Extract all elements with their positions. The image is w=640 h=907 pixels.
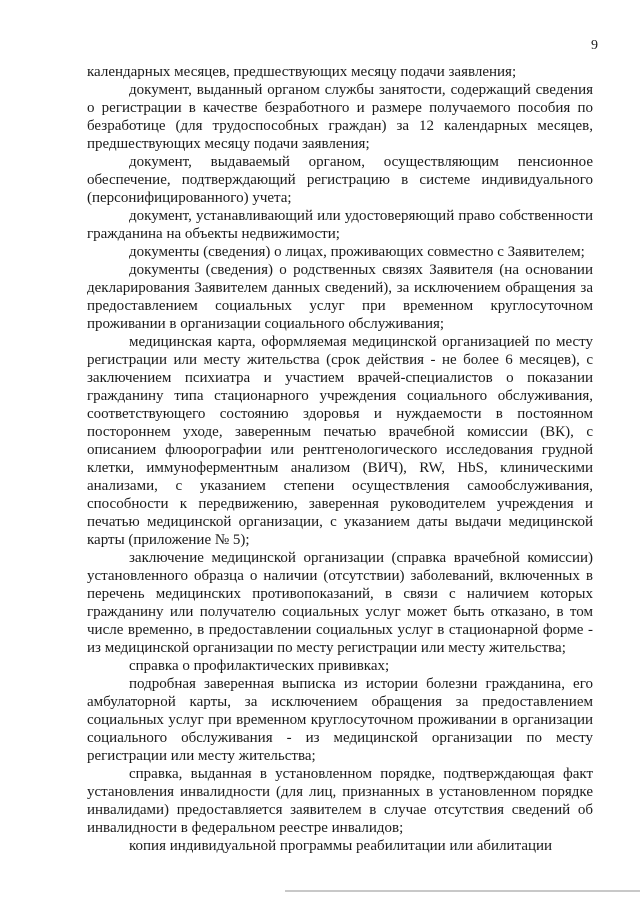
paragraph: справка, выданная в установленном порядке, подтверждающая факт установления инвалидности (для лиц, признанных в установленном порядке инвалидами) предоставляется заявителем в случае отсутствия сведений об инвалидности в федеральном реестре инвалидов; [87,766,593,836]
paragraph: документ, выданный органом службы занятости, содержащий сведения о регистрации в качестве безработного и размере получаемого пособия по безработице (для трудоспособных граждан) за 12 календарных месяцев, предшествующих месяцу подачи заявления; [87,82,593,152]
paragraph: документы (сведения) о родственных связях Заявителя (на основании декларирования Заявителем данных сведений), за исключением обращения за предоставлением социальных услуг при временном круглосуточном проживании в организации социального обслуживания; [87,262,593,332]
paragraph: документ, устанавливающий или удостоверяющий право собственности гражданина на объекты недвижимости; [87,208,593,242]
paragraph: медицинская карта, оформляемая медицинской организацией по месту регистрации или месту жительства (срок действия - не более 6 месяцев), с заключением психиатра и участием врачей-специалистов о показании гражданину типа стационарного учреждения социального обслуживания, соответствующего состоянию здоровья и нуждаемости в постоянном постороннем уходе, заверенным печатью врачебной комиссии (ВК), с описанием флюорографии или рентгенологического исследования грудной клетки, иммуноферментным анализом (ВИЧ), RW, HbS, клиническими анализами, с указанием степени осуществления самообслуживания, способности к передвижению, заверенная руководителем учреждения и печатью медицинской организации, с указанием даты выдачи медицинской карты (приложение № 5); [87,334,593,548]
scan-edge-line [285,890,640,892]
paragraph: подробная заверенная выписка из истории болезни гражданина, его амбулаторной карты, за исключением обращения за предоставлением социальных услуг при временном круглосуточном проживании в организации социального обслуживания - из медицинской организации по месту регистрации или месту жительства; [87,676,593,764]
paragraph: справка о профилактических прививках; [129,658,390,674]
paragraph: документ, выдаваемый органом, осуществляющим пенсионное обеспечение, подтверждающий регистрацию в системе индивидуального (персонифицированного) учета; [87,154,593,206]
document-body [87,63,593,855]
paragraph: копия индивидуальной программы реабилитации или абилитации [129,838,553,854]
page-number: 9 [591,38,598,53]
paragraph: документы (сведения) о лицах, проживающих совместно с Заявителем; [129,244,585,260]
paragraph: заключение медицинской организации (справка врачебной комиссии) установленного образца о наличии (отсутствии) заболеваний, включенных в перечень медицинских противопоказаний, в связи с наличием которых гражданину или получателю социальных услуг может быть отказано, в том числе временно, в предоставлении социальных услуг в стационарной форме - из медицинской организации по месту регистрации или месту жительства; [87,550,593,656]
paragraph: календарных месяцев, предшествующих месяцу подачи заявления; [87,64,517,80]
